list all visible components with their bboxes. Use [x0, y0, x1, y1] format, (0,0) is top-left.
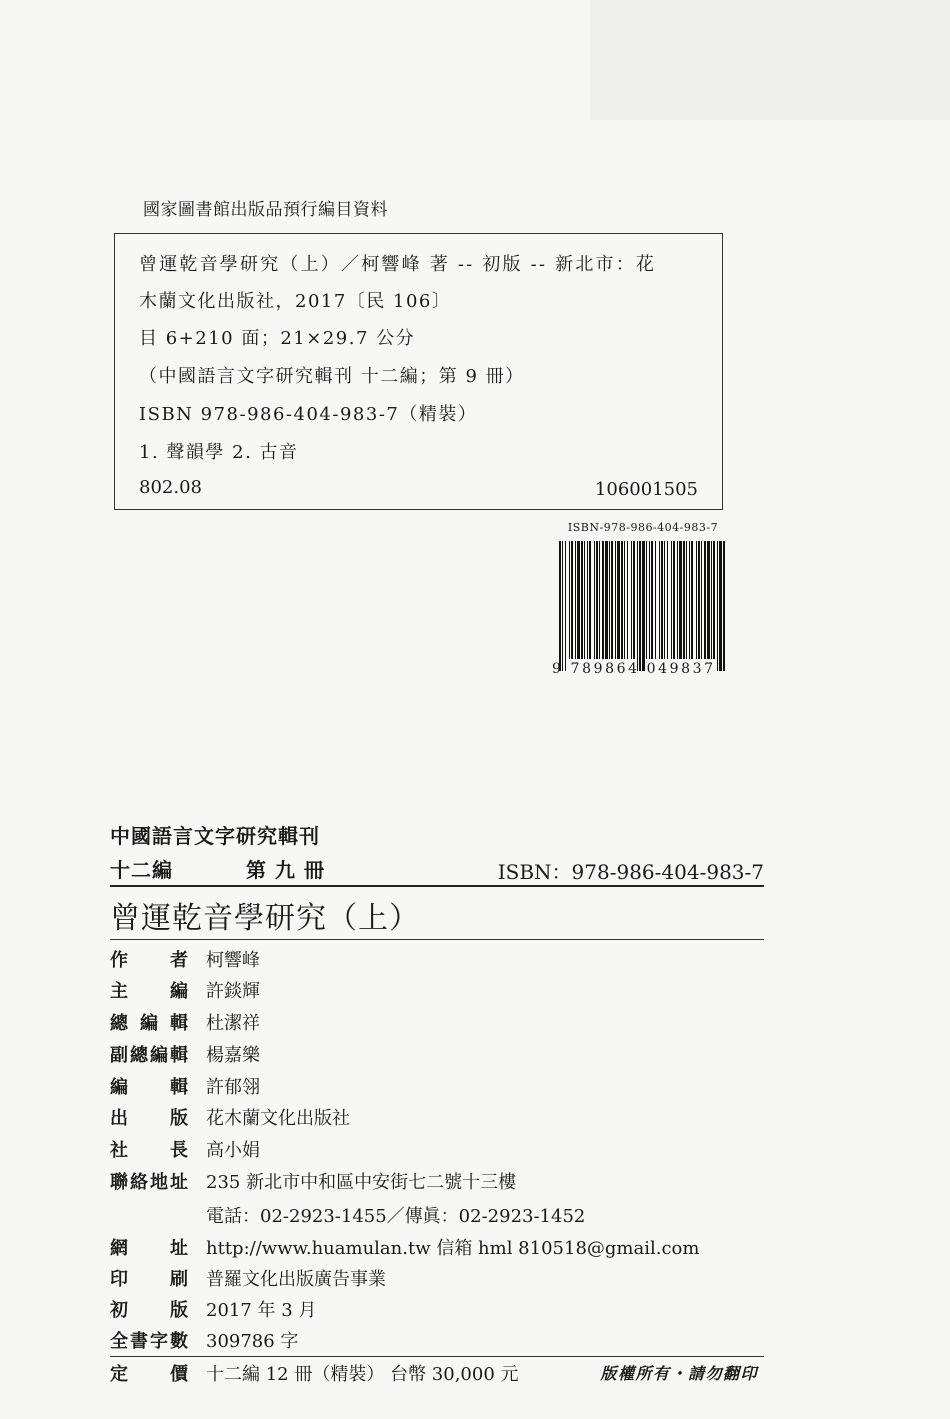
divider-thin [110, 939, 764, 940]
info-label-char: 輯 [170, 1013, 188, 1034]
barcode-bar [671, 541, 672, 659]
barcode-bar [565, 541, 566, 671]
barcode-bar [659, 541, 660, 659]
barcode-bars [559, 541, 727, 671]
barcode-bar [689, 541, 690, 659]
info-label [110, 1360, 188, 1386]
barcode-bar [717, 541, 718, 671]
barcode-bar [562, 541, 563, 671]
info-value: 許錟輝 [206, 981, 260, 1002]
info-label-char: 全 [110, 1331, 128, 1352]
info-label-char: 價 [170, 1364, 188, 1385]
info-label [110, 1041, 188, 1067]
info-label-char: 副 [110, 1045, 128, 1066]
barcode-bar [581, 541, 583, 659]
info-label-char: 編 [150, 1045, 168, 1066]
barcode-bar [701, 541, 702, 659]
info-label-char: 址 [170, 1238, 188, 1259]
info-label [110, 1009, 188, 1035]
barcode-bar [649, 541, 650, 659]
barcode-bar [577, 541, 580, 659]
barcode-bar [587, 541, 588, 659]
divider-thick [110, 885, 764, 887]
barcode-bar [698, 541, 700, 659]
info-label-char: 印 [110, 1269, 128, 1290]
barcode-bar [594, 541, 595, 659]
info-value: 楊嘉樂 [206, 1045, 260, 1066]
info-label-char: 出 [110, 1108, 128, 1129]
info-label [110, 977, 188, 1003]
info-label-char: 刷 [170, 1269, 188, 1290]
barcode-digits: 9 789864 049837 [552, 661, 716, 677]
info-value: http://www.huamulan.tw 信箱 hml 810518@gmail.com [206, 1238, 700, 1259]
info-label-char: 書 [130, 1331, 148, 1352]
barcode-bar [667, 541, 668, 659]
cip-record-number: 106001505 [594, 479, 698, 500]
info-label-char: 址 [170, 1172, 188, 1193]
barcode-bar [575, 541, 576, 659]
barcode-bar [691, 541, 693, 659]
series-isbn: ISBN：978-986-404-983-7 [497, 860, 764, 884]
info-value: 杜潔祥 [206, 1013, 260, 1034]
barcode-bar [617, 541, 620, 659]
barcode-bar [559, 541, 561, 671]
barcode-bar [646, 541, 647, 659]
barcode-bar [633, 541, 635, 659]
barcode-bar [655, 541, 656, 659]
barcode-bar [569, 541, 570, 659]
info-value: 2017 年 3 月 [206, 1300, 317, 1321]
info-label-char: 字 [150, 1331, 168, 1352]
cip-line-pages: 目 6+210 面；21×29.7 公分 [139, 328, 416, 349]
info-label-char: 網 [110, 1238, 128, 1259]
barcode-bar [605, 541, 608, 659]
info-label [110, 1104, 188, 1130]
copyright-notice: 版權所有・請勿翻印 [600, 1364, 758, 1383]
barcode-bar [602, 541, 604, 659]
cip-heading: 國家圖書館出版品預行編目資料 [143, 200, 388, 220]
cip-line-subjects: 1. 聲韻學 2. 古音 [139, 442, 299, 463]
barcode-bar [673, 541, 675, 659]
cip-line-isbn: ISBN 978-986-404-983-7（精裝） [139, 404, 478, 425]
barcode-bar [609, 541, 610, 659]
info-label-char: 總 [110, 1013, 128, 1034]
series-edition: 十二編 [110, 858, 173, 882]
info-label-char: 地 [150, 1172, 168, 1193]
cip-line-publisher: 木蘭文化出版社，2017〔民 106〕 [139, 291, 452, 312]
barcode-bar [713, 541, 715, 659]
barcode-bar [651, 541, 653, 659]
page-shade [590, 0, 950, 120]
info-value: 普羅文化出版廣告事業 [206, 1269, 386, 1290]
info-label-char: 輯 [170, 1077, 188, 1098]
info-label-char: 編 [140, 1013, 158, 1034]
info-label-char: 編 [170, 981, 188, 1002]
barcode-bar [677, 541, 678, 659]
cip-line-series: （中國語言文字研究輯刊 十二編；第 9 冊） [139, 366, 525, 387]
cip-record-box [114, 233, 723, 510]
barcode-bar [683, 541, 685, 659]
info-value: 柯響峰 [206, 950, 260, 971]
barcode-bar [639, 541, 641, 671]
cip-line-title: 曾運乾音學研究（上）／柯響峰 著 -- 初版 -- 新北市：花 [139, 254, 657, 275]
info-label [110, 1073, 188, 1099]
barcode-bar [624, 541, 625, 659]
barcode-bar [584, 541, 585, 659]
barcode-bar [615, 541, 616, 659]
series-volume: 第九冊 [246, 858, 333, 882]
info-label-char: 作 [110, 950, 128, 971]
barcode-bar [637, 541, 638, 671]
barcode-bar [642, 541, 645, 671]
info-label-char: 輯 [170, 1045, 188, 1066]
info-label-char: 定 [110, 1364, 128, 1385]
barcode-bar [596, 541, 598, 659]
barcode-bar [661, 541, 663, 659]
barcode-bar [571, 541, 573, 659]
info-label-char: 總 [130, 1045, 148, 1066]
info-label-char: 絡 [130, 1172, 148, 1193]
info-label-char: 聯 [110, 1172, 128, 1193]
info-label-char: 長 [170, 1140, 188, 1161]
info-label-char: 版 [170, 1108, 188, 1129]
barcode-bar [589, 541, 591, 659]
info-label [110, 1296, 188, 1322]
info-value: 電話：02-2923-1455／傳眞：02-2923-1452 [206, 1206, 586, 1227]
info-label [110, 1327, 188, 1353]
info-label [110, 1234, 188, 1260]
barcode-bar [664, 541, 665, 659]
barcode-bar [696, 541, 697, 659]
info-label-char: 初 [110, 1300, 128, 1321]
barcode-bar [704, 541, 706, 659]
series-name: 中國語言文字研究輯刊 [110, 824, 320, 848]
cip-classification: 802.08 [139, 477, 202, 498]
info-label-char: 主 [110, 981, 128, 1002]
book-title: 曾運乾音學研究（上） [110, 901, 420, 936]
barcode-bar [679, 541, 682, 659]
info-label-char: 版 [170, 1300, 188, 1321]
info-value: 309786 字 [206, 1331, 299, 1352]
barcode-bar [719, 541, 722, 671]
info-label [110, 1168, 188, 1194]
divider-bottom [110, 1356, 764, 1357]
barcode-bar [723, 541, 725, 671]
info-label [110, 946, 188, 972]
barcode-bar [686, 541, 687, 659]
info-label [110, 1265, 188, 1291]
barcode-isbn-text: ISBN-978-986-404-983-7 [567, 521, 719, 534]
info-value: 高小娟 [206, 1140, 260, 1161]
barcode-bar [707, 541, 710, 659]
isbn-barcode [552, 521, 730, 681]
info-label-char: 數 [170, 1331, 188, 1352]
barcode-bar [621, 541, 623, 659]
barcode-bar [631, 541, 632, 659]
info-label-char: 編 [110, 1077, 128, 1098]
barcode-bar [627, 541, 628, 659]
info-label [110, 1136, 188, 1162]
info-value: 花木蘭文化出版社 [206, 1108, 350, 1129]
info-value: 許郁翎 [206, 1077, 260, 1098]
info-value: 十二編 12 冊（精裝） 台幣 30,000 元 [206, 1364, 519, 1385]
info-label-char: 者 [170, 950, 188, 971]
barcode-bar [711, 541, 712, 659]
info-label-char: 社 [110, 1140, 128, 1161]
barcode-bar [599, 541, 600, 659]
info-value: 235 新北市中和區中安街七二號十三樓 [206, 1172, 517, 1193]
barcode-bar [611, 541, 613, 659]
